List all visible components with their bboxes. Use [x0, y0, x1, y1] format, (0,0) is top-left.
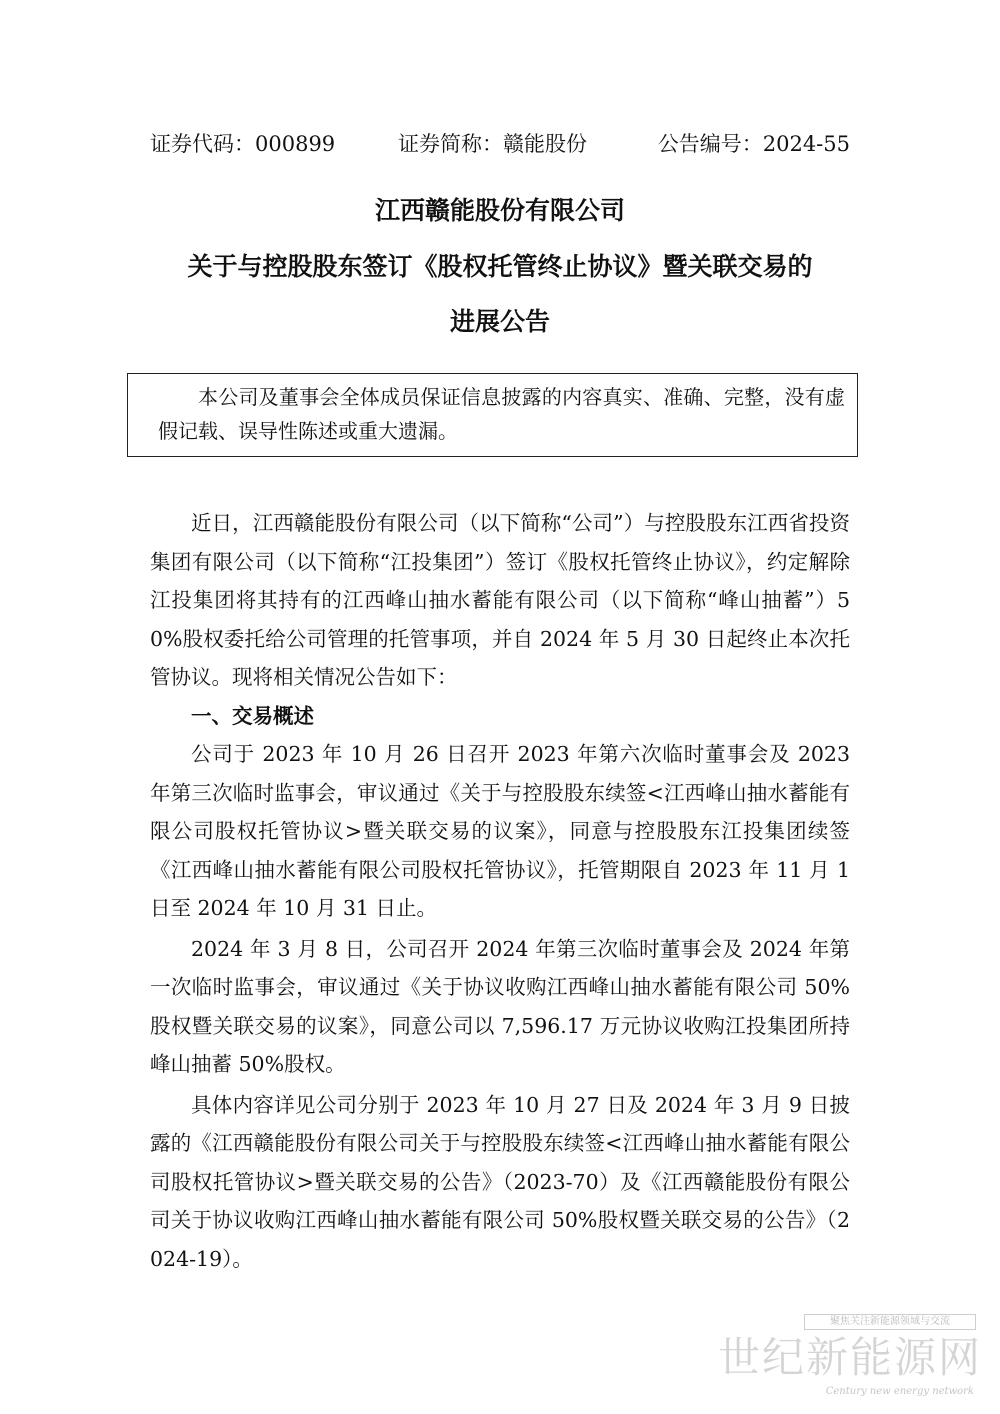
company-title: 江西赣能股份有限公司 [374, 196, 625, 225]
paragraph-2: 2024 年 3 月 8 日，公司召开 2024 年第三次临时董事会及 2024 年第一次临时监事会，审议通过《关于协议收购江西峰山抽水蓄能有限公司 50%股权暨关联交易的议案》，同意公司以 7,596.17 万元协议收购江投集团所持峰山抽蓄 50%股权。 [150, 936, 850, 1076]
stock-abbreviation: 证券简称：赣能股份 [398, 132, 587, 156]
disclaimer-text: 本公司及董事会全体成员保证信息披露的内容真实、准确、完整，没有虚假记载、误导性陈述或重大遗漏。 [158, 385, 845, 443]
watermark-tagline: 聚焦关注新能源领域与交流 [804, 1314, 976, 1330]
disclaimer-box [127, 373, 858, 457]
watermark-english: Century new energy network [825, 1386, 974, 1397]
document-header [150, 127, 850, 161]
section-heading: 一、交易概述 [191, 703, 314, 728]
intro-paragraph: 近日，江西赣能股份有限公司（以下简称“公司”）与控股股东江西省投资集团有限公司（以下简称“江投集团”）签订《股权托管终止协议》，约定解除江投集团将其持有的江西峰山抽水蓄能有限公司（以下简称“峰山抽蓄”）50%股权委托给公司管理的托管事项，并自 2024 年 5 月 30 日起终止本次托管协议。现将相关情况公告如下： [150, 511, 850, 689]
announcement-title-cont: 进展公告 [449, 307, 550, 336]
paragraph-3: 具体内容详见公司分别于 2023 年 10 月 27 日及 2024 年 3 月 9 日披露的《江西赣能股份有限公司关于与控股股东续签<江西峰山抽水蓄能有限公司股权托管协议>暨关联交易的公告》（2023-70）及《江西赣能股份有限公司关于协议收购江西峰山抽水蓄能有限公司 50%股权暨关联交易的公告》（2024-19）。 [150, 1092, 850, 1271]
stock-code: 证券代码：000899 [150, 132, 336, 156]
watermark-logo [717, 1314, 982, 1406]
watermark-brand: 世纪新能源网 [717, 1333, 982, 1382]
paragraph-1: 公司于 2023 年 10 月 26 日召开 2023 年第六次临时董事会及 2023 年第三次临时监事会，审议通过《关于与控股股东续签<江西峰山抽水蓄能有限公司股权托管协议>暨关联交易的议案》，同意与控股股东江投集团续签《江西峰山抽水蓄能有限公司股权托管协议》，托管期限自 2023 年 11 月 1 日至 2024 年 10 月 31 日止。 [150, 742, 850, 920]
announcement-title: 关于与控股股东签订《股权托管终止协议》暨关联交易的 [187, 252, 813, 281]
announcement-number: 公告编号：2024-55 [657, 132, 850, 156]
document-body [150, 504, 850, 1278]
